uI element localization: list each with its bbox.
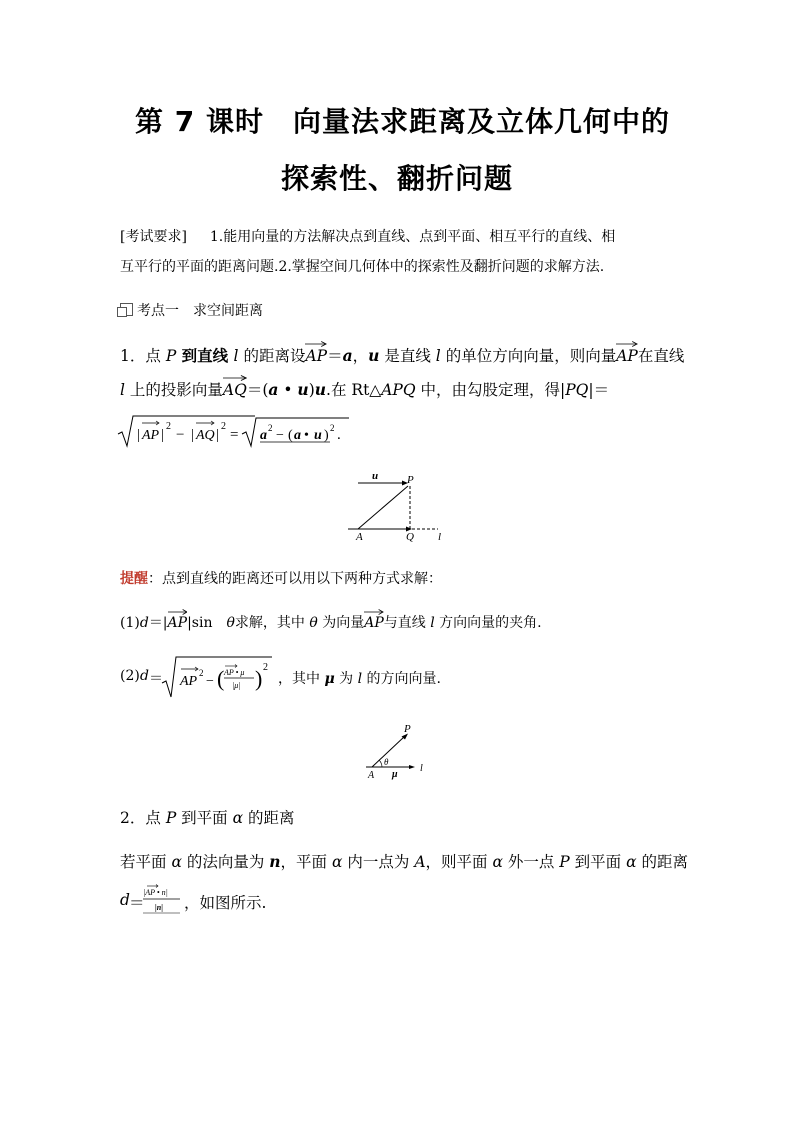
label-mu: μ xyxy=(392,769,398,780)
point1-var-p: P xyxy=(165,347,177,365)
reminder-label: 提醒 xyxy=(120,571,148,587)
svg-text:−: − xyxy=(276,428,284,443)
segment-ap xyxy=(358,486,408,529)
para2-var-a: A xyxy=(414,853,426,871)
para2-var-d: d xyxy=(120,891,130,909)
reminder-text: ：点到直线的距离还可以用以下两种方式求解： xyxy=(148,571,442,587)
method2-frac-num: AP • μ xyxy=(224,668,245,677)
svg-text:−: − xyxy=(176,427,185,443)
svg-text:|: | xyxy=(161,427,165,443)
para2-text: 的距离 xyxy=(636,853,688,871)
svg-text:.: . xyxy=(337,427,341,443)
svg-text:(: ( xyxy=(288,428,293,443)
figure-point-to-line xyxy=(340,468,460,546)
page-title-line2: 探索性、翻折问题 xyxy=(281,162,514,195)
para2-text: 外一点 xyxy=(502,853,560,871)
vector-ap: AP xyxy=(364,615,384,631)
svg-text:AP: AP xyxy=(180,674,198,689)
section-heading-text: 考点一 求空间距离 xyxy=(137,303,263,319)
point1-text: 在直线 xyxy=(637,347,685,365)
method2-var-mu: μ xyxy=(324,671,335,687)
point2-heading xyxy=(120,806,295,828)
method2-formula xyxy=(160,655,275,701)
point2-text: 到平面 xyxy=(176,809,233,827)
method2-prefix: (2) xyxy=(120,668,140,684)
point1-text: 是直线 xyxy=(379,347,436,365)
vector-ap: AP xyxy=(616,347,638,365)
svg-text:|: | xyxy=(137,427,141,443)
method1-prefix: (1) xyxy=(120,615,140,631)
distance-formula xyxy=(115,412,375,450)
point1-text: • xyxy=(278,381,298,399)
para2-text: 若平面 xyxy=(120,853,172,871)
point1-var-u: u xyxy=(297,380,309,399)
requirements-line2: 互平行的平面的距离问题.2.掌握空间几何体中的探索性及翻折问题的求解方法. xyxy=(120,259,605,275)
label-l: l xyxy=(438,531,442,543)
svg-text:2: 2 xyxy=(166,421,171,432)
svg-text:2: 2 xyxy=(330,423,335,433)
svg-text:2: 2 xyxy=(268,423,273,433)
point1-var-u: u xyxy=(314,380,327,399)
point1-text: ＝ xyxy=(327,347,343,365)
label-u: u xyxy=(372,470,379,482)
method1-var-l: l xyxy=(430,615,435,631)
point2-text: 点 xyxy=(145,809,166,827)
point1-var-u: u xyxy=(368,346,380,365)
svg-text:AP: AP xyxy=(142,428,160,443)
requirements-text1: 1.能用向量的方法解决点到直线、点到平面、相互平行的直线、相 xyxy=(209,229,616,245)
para2-var-n: n xyxy=(269,852,281,871)
method1-text: 方向向量的夹角. xyxy=(434,615,542,631)
para2-text: ，平面 xyxy=(280,853,332,871)
svg-text:|: | xyxy=(216,427,220,443)
method2-text: ＝ xyxy=(149,671,163,687)
svg-text:−: − xyxy=(206,674,214,689)
point2-number: 2． xyxy=(120,809,146,827)
point1-line2 xyxy=(120,378,609,400)
label-q: Q xyxy=(406,531,414,543)
para2-text: 的法向量为 xyxy=(181,853,270,871)
method2-var-l: l xyxy=(357,671,363,687)
point1-var-l: l xyxy=(120,381,125,399)
point1-var-l: l xyxy=(233,347,239,365)
reminder-line xyxy=(120,568,442,588)
label-a: A xyxy=(368,770,375,781)
svg-text:): ) xyxy=(255,666,263,691)
method2-text: ，其中 xyxy=(278,671,325,687)
method1-theta: θ xyxy=(309,615,318,631)
point1-text: 的单位方向向量，则向量 xyxy=(440,347,617,365)
point1-text: ＝( xyxy=(246,381,269,399)
plane-frac-den: |n| xyxy=(155,903,163,912)
label-a: A xyxy=(356,531,363,543)
requirements-label: [考试要求] xyxy=(120,229,187,245)
vector-aq: AQ xyxy=(223,381,247,399)
method2-text: 的方向向量. xyxy=(362,671,441,687)
svg-text:=: = xyxy=(230,427,239,443)
svg-text:2: 2 xyxy=(263,662,268,673)
point1-triangle: APQ xyxy=(381,381,416,399)
point1-text: 的距离设 xyxy=(238,347,306,365)
para2-var-alpha: α xyxy=(171,853,182,871)
svg-text:(: ( xyxy=(217,666,225,691)
svg-text:a: a xyxy=(294,428,301,443)
point1-text: 上的投影向量 xyxy=(124,381,223,399)
method1-text: 与直线 xyxy=(383,615,431,631)
point2-text: 的距离 xyxy=(243,809,295,827)
page-title-line1: 第 7 课时 向量法求距离及立体几何中的 xyxy=(135,105,670,138)
para2-text: ，如图所示. xyxy=(184,894,267,912)
para2-line1 xyxy=(120,850,688,872)
plane-distance-fraction xyxy=(142,882,184,916)
para2-text: 到平面 xyxy=(569,853,627,871)
method1-line xyxy=(120,612,542,632)
point1-text: ， xyxy=(352,347,369,365)
method1-var-d: d xyxy=(139,615,149,631)
label-p: P xyxy=(407,474,414,486)
point1-text: .在 Rt△ xyxy=(326,381,382,399)
svg-text:|: | xyxy=(191,427,195,443)
para2-text: 内一点为 xyxy=(342,853,415,871)
section-icon xyxy=(120,303,133,316)
para2-text: ＝ xyxy=(129,894,145,912)
requirements-line1 xyxy=(120,226,615,246)
method2-text: 为 xyxy=(334,671,358,687)
plane-frac-num: |AP • n| xyxy=(143,888,168,897)
svg-text:AQ: AQ xyxy=(196,428,215,443)
svg-text:a: a xyxy=(260,428,267,443)
point1-text: 中，由勾股定理，得| xyxy=(415,381,566,399)
label-p: P xyxy=(404,723,411,735)
vector-ap: AP xyxy=(305,347,327,365)
para2-var-alpha: α xyxy=(331,853,343,871)
method1-text: ＝| xyxy=(148,615,168,631)
point1-var-l: l xyxy=(435,347,441,365)
method1-text: 求解，其中 xyxy=(234,615,310,631)
section-heading xyxy=(120,300,263,320)
label-theta: θ xyxy=(384,757,389,767)
method1-text: 为向量 xyxy=(317,615,365,631)
svg-text:2: 2 xyxy=(221,421,226,432)
point1-var-a: a xyxy=(342,346,353,365)
label-l: l xyxy=(420,763,423,774)
point1-number: 1． xyxy=(120,347,146,365)
point1-segment: PQ xyxy=(565,381,589,399)
method1-text: |sin xyxy=(187,615,227,631)
svg-text:u: u xyxy=(314,428,322,443)
para2-var-p: P xyxy=(559,853,570,871)
vector-ap xyxy=(372,736,405,767)
point1-var-a: a xyxy=(268,380,279,399)
method2-frac-den: |μ| xyxy=(232,681,241,690)
svg-text:•: • xyxy=(304,428,309,443)
point2-var-alpha: α xyxy=(232,809,244,827)
point1-text: ) xyxy=(308,381,315,399)
para2-var-alpha: α xyxy=(626,853,637,871)
figure-angle-method xyxy=(362,720,432,782)
method1-theta: θ xyxy=(226,615,235,631)
para2-text: ，则平面 xyxy=(425,853,493,871)
point1-text: |＝ xyxy=(588,381,610,399)
point1-line1 xyxy=(120,344,684,366)
point1-text: 点 xyxy=(145,347,166,365)
svg-text:2: 2 xyxy=(199,668,204,678)
point2-var-p: P xyxy=(165,809,177,827)
method2-var-d: d xyxy=(140,668,149,684)
point1-text: 到直线 xyxy=(176,346,234,365)
vector-ap: AP xyxy=(168,615,188,631)
para2-var-alpha: α xyxy=(492,853,503,871)
svg-text:): ) xyxy=(324,428,329,443)
